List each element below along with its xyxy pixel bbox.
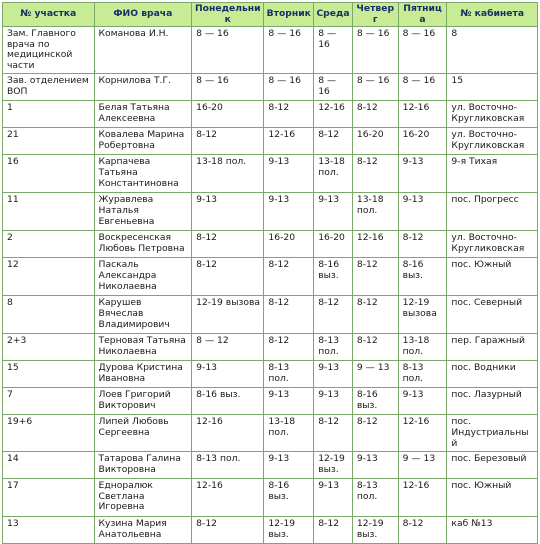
cell-doctor: Команова И.Н. xyxy=(94,27,192,74)
cell-tuesday: 8-12 xyxy=(264,258,314,296)
pen-mark-icon: ˊ xyxy=(92,71,97,81)
cell-tuesday: 9-13 xyxy=(264,193,314,231)
cell-area: 15 xyxy=(3,361,95,388)
cell-thursday: 12-16 xyxy=(352,231,398,258)
cell-tuesday: 8-12 xyxy=(264,101,314,128)
cell-thursday: 13-18 пол. xyxy=(352,193,398,231)
header-tuesday: Вторник xyxy=(264,3,314,27)
cell-tuesday: 8-13 пол. xyxy=(264,361,314,388)
cell-area: 1 xyxy=(3,101,95,128)
cell-thursday: 8-16 выз. xyxy=(352,388,398,415)
cell-doctor: Журавлева Наталья Евгеньевна xyxy=(94,193,192,231)
cell-area: 7 xyxy=(3,388,95,415)
cell-room: пер. Гаражный xyxy=(447,334,538,361)
cell-wednesday: 8-12 xyxy=(314,128,353,155)
cell-room: пос. Березовый xyxy=(447,452,538,479)
cell-tuesday: 8 — 16 xyxy=(264,27,314,74)
cell-room: пос. Индустриальный xyxy=(447,415,538,452)
cell-thursday: 12-19 выз. xyxy=(352,517,398,544)
cell-tuesday: 13-18 пол. xyxy=(264,415,314,452)
cell-thursday: 8-12 xyxy=(352,101,398,128)
cell-wednesday: 8-12 xyxy=(314,296,353,334)
cell-tuesday: 9-13 xyxy=(264,155,314,193)
header-wednesday: Среда xyxy=(314,3,353,27)
cell-wednesday: 8-16 выз. xyxy=(314,258,353,296)
cell-area: 8 xyxy=(3,296,95,334)
cell-room: пос. Прогресс xyxy=(447,193,538,231)
header-row xyxy=(3,3,538,27)
cell-wednesday: 9-13 xyxy=(314,479,353,517)
cell-room: пос. Лазурный xyxy=(447,388,538,415)
cell-area: 17 xyxy=(3,479,95,517)
cell-tuesday: 12-16 xyxy=(264,128,314,155)
table-row xyxy=(3,193,538,231)
cell-monday: 12-16 xyxy=(192,479,264,517)
header-doctor: ФИО врача xyxy=(94,3,192,27)
cell-doctor: Ковалева Марина Робертовна xyxy=(94,128,192,155)
table-row xyxy=(3,27,538,74)
header-friday: Пятница xyxy=(398,3,447,27)
cell-thursday: 8-12 xyxy=(352,258,398,296)
cell-friday: 13-18 пол. xyxy=(398,334,447,361)
cell-room: пос. Северный xyxy=(447,296,538,334)
cell-area: 2+3 xyxy=(3,334,95,361)
cell-friday: 8-16 выз. xyxy=(398,258,447,296)
cell-friday: 8 — 16 xyxy=(398,27,447,74)
cell-room: каб №13 xyxy=(447,517,538,544)
cell-friday: 8-12 xyxy=(398,517,447,544)
header-monday: Понедельник xyxy=(192,3,264,27)
cell-wednesday: 8 — 16 xyxy=(314,27,353,74)
cell-wednesday: 9-13 xyxy=(314,361,353,388)
table-row xyxy=(3,452,538,479)
cell-room: пос. Водники xyxy=(447,361,538,388)
cell-room: 15 xyxy=(447,74,538,101)
cell-monday: 8-16 выз. xyxy=(192,388,264,415)
table-row xyxy=(3,479,538,517)
cell-tuesday: 9-13 xyxy=(264,452,314,479)
cell-friday: 8 — 16 xyxy=(398,74,447,101)
cell-monday: 9-13 xyxy=(192,361,264,388)
table-row xyxy=(3,388,538,415)
cell-doctor: Татарова Галина Викторовна xyxy=(94,452,192,479)
cell-doctor: Карушев Вячеслав Владимирович xyxy=(94,296,192,334)
cell-monday: 8-12 xyxy=(192,258,264,296)
doctor-schedule-table xyxy=(2,2,538,544)
cell-doctor: Кузина Мария Анатольевна xyxy=(94,517,192,544)
cell-doctor: Паскаль Александра Николаевна xyxy=(94,258,192,296)
table-row xyxy=(3,101,538,128)
cell-thursday: 8-12 xyxy=(352,155,398,193)
table-row xyxy=(3,296,538,334)
cell-room: пос. Южный xyxy=(447,258,538,296)
cell-monday: 16-20 xyxy=(192,101,264,128)
cell-wednesday: 9-13 xyxy=(314,388,353,415)
cell-friday: 12-16 xyxy=(398,479,447,517)
cell-tuesday: 9-13 xyxy=(264,388,314,415)
cell-thursday: 8-12 xyxy=(352,296,398,334)
table-row xyxy=(3,334,538,361)
table-row xyxy=(3,74,538,101)
cell-monday: 8 — 16 xyxy=(192,27,264,74)
cell-wednesday: 8-12 xyxy=(314,517,353,544)
cell-area: 16 xyxy=(3,155,95,193)
cell-wednesday: 12-16 xyxy=(314,101,353,128)
cell-friday: 9-13 xyxy=(398,193,447,231)
cell-monday: 12-19 вызова xyxy=(192,296,264,334)
cell-room: пос. Южный xyxy=(447,479,538,517)
table-row xyxy=(3,415,538,452)
cell-doctor: Корнилова Т.Г. xyxy=(94,74,192,101)
cell-room: 9-я Тихая xyxy=(447,155,538,193)
cell-friday: 12-19 вызова xyxy=(398,296,447,334)
header-room: № кабинета xyxy=(447,3,538,27)
cell-area: Зам. Главного врача по медицинской части xyxy=(3,27,95,74)
cell-doctor: Липей Любовь Сергеевна xyxy=(94,415,192,452)
cell-friday: 9-13 xyxy=(398,155,447,193)
cell-monday: 8-12 xyxy=(192,128,264,155)
cell-monday: 8 — 16 xyxy=(192,74,264,101)
cell-thursday: 8-13 пол. xyxy=(352,479,398,517)
cell-doctor: Воскресенская Любовь Петровна xyxy=(94,231,192,258)
cell-area: 11 xyxy=(3,193,95,231)
cell-area: Зав. отделением ВОП xyxy=(3,74,95,101)
cell-doctor: Лоев Григорий Викторович xyxy=(94,388,192,415)
cell-friday: 12-16 xyxy=(398,101,447,128)
table-row xyxy=(3,231,538,258)
cell-thursday: 8-12 xyxy=(352,415,398,452)
cell-friday: 9 — 13 xyxy=(398,452,447,479)
cell-monday: 9-13 xyxy=(192,193,264,231)
header-thursday: Четверг xyxy=(352,3,398,27)
cell-monday: 8-13 пол. xyxy=(192,452,264,479)
cell-wednesday: 9-13 xyxy=(314,193,353,231)
cell-area: 14 xyxy=(3,452,95,479)
cell-tuesday: 8 — 16 xyxy=(264,74,314,101)
cell-area: 21 xyxy=(3,128,95,155)
cell-area: 2 xyxy=(3,231,95,258)
cell-room: ул. Восточно-Кругликовская xyxy=(447,231,538,258)
table-row xyxy=(3,517,538,544)
cell-friday: 16-20 xyxy=(398,128,447,155)
cell-doctor: Терновая Татьяна Николаевна xyxy=(94,334,192,361)
cell-monday: 8 — 12 xyxy=(192,334,264,361)
cell-room: ул. Восточно-Кругликовская xyxy=(447,128,538,155)
cell-room: ул. Восточно-Кругликовская xyxy=(447,101,538,128)
cell-friday: 9-13 xyxy=(398,388,447,415)
cell-area: 12 xyxy=(3,258,95,296)
table-row xyxy=(3,128,538,155)
cell-wednesday: 8-13 пол. xyxy=(314,334,353,361)
cell-area: 19+6 xyxy=(3,415,95,452)
cell-tuesday: 8-12 xyxy=(264,334,314,361)
table-row xyxy=(3,361,538,388)
cell-wednesday: 8-12 xyxy=(314,415,353,452)
cell-monday: 13-18 пол. xyxy=(192,155,264,193)
cell-tuesday: 16-20 xyxy=(264,231,314,258)
cell-doctor: Дурова Кристина Ивановна xyxy=(94,361,192,388)
cell-thursday: 8 — 16 xyxy=(352,74,398,101)
cell-doctor: Карпачева Татьяна Константиновна xyxy=(94,155,192,193)
cell-doctor: Белая Татьяна Алексеевна xyxy=(94,101,192,128)
cell-monday: 8-12 xyxy=(192,231,264,258)
cell-thursday: 8 — 16 xyxy=(352,27,398,74)
cell-wednesday: 16-20 xyxy=(314,231,353,258)
cell-doctor: Едноралюк Светлана Игоревна xyxy=(94,479,192,517)
table-row xyxy=(3,258,538,296)
cell-thursday: 9 — 13 xyxy=(352,361,398,388)
cell-room: 8 xyxy=(447,27,538,74)
cell-friday: 8-13 пол. xyxy=(398,361,447,388)
cell-monday: 12-16 xyxy=(192,415,264,452)
cell-area: 13 xyxy=(3,517,95,544)
cell-thursday: 9-13 xyxy=(352,452,398,479)
cell-tuesday: 8-12 xyxy=(264,296,314,334)
table-row xyxy=(3,155,538,193)
cell-wednesday: 12-19 выз. xyxy=(314,452,353,479)
cell-thursday: 16-20 xyxy=(352,128,398,155)
cell-thursday: 8-12 xyxy=(352,334,398,361)
cell-monday: 8-12 xyxy=(192,517,264,544)
cell-tuesday: 12-19 выз. xyxy=(264,517,314,544)
cell-friday: 8-12 xyxy=(398,231,447,258)
cell-friday: 12-16 xyxy=(398,415,447,452)
cell-wednesday: 8 — 16 xyxy=(314,74,353,101)
header-area: № участка xyxy=(3,3,95,27)
cell-wednesday: 13-18 пол. xyxy=(314,155,353,193)
cell-tuesday: 8-16 выз. xyxy=(264,479,314,517)
